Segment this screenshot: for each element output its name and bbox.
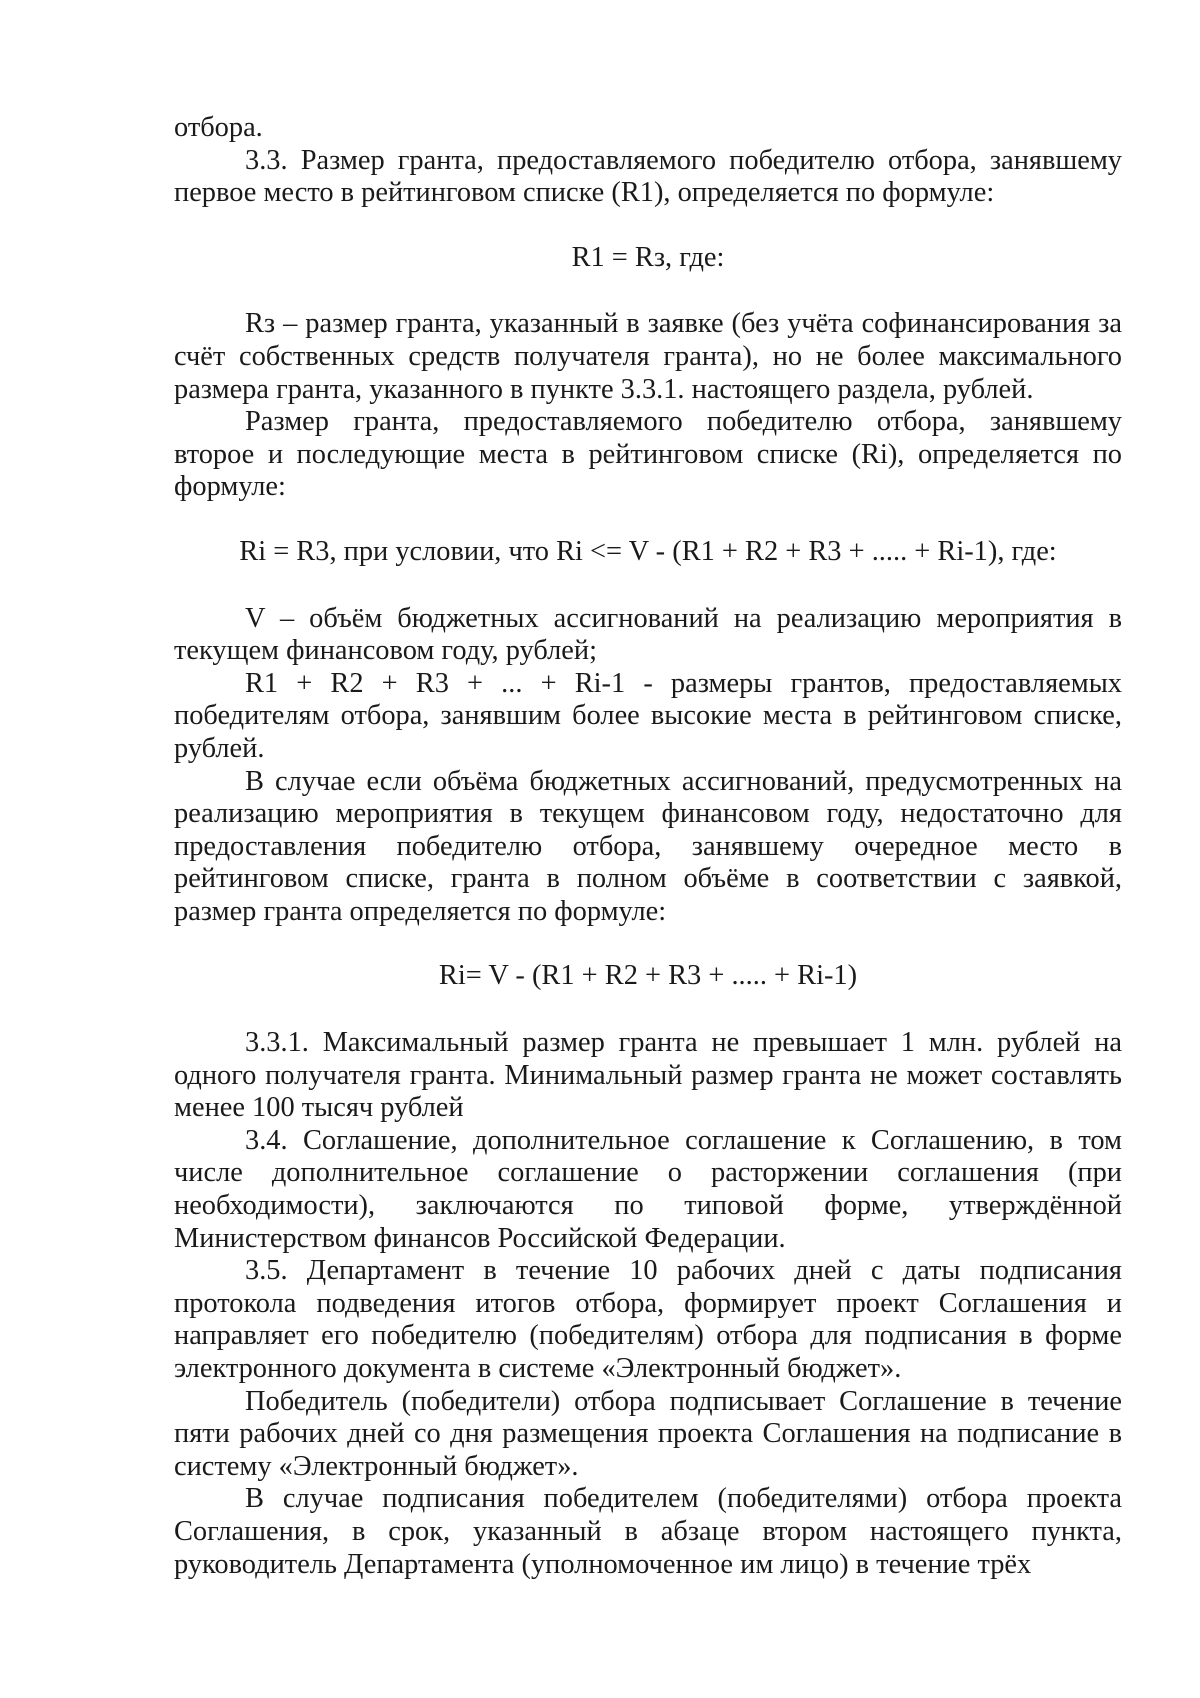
formula-ri-condition: Ri = R3, при условии, что Ri <= V - (R1 + R2 + R3 + ..... + Ri-1), где: (239, 535, 1057, 567)
paragraph-winner-signs: Победитель (победители) отбора подписывает Соглашение в течение пяти рабочих дней со дня размещения проекта Соглашения на подписание в систему «Электронный бюджет». (174, 1385, 1122, 1482)
paragraph-ri-intro: Размер гранта, предоставляемого победителю отбора, занявшему второе и последующие места в рейтинговом списке (Ri), определяется по формуле: (174, 406, 1122, 503)
paragraph-insufficient-budget: В случае если объёма бюджетных ассигнований, предусмотренных на реализацию мероприятия в текущем финансовом году, недостаточно для предоставления победителю отбора, занявшему очередное место в рейтинговом списке, гранта в полном объёме в соответствии с заявкой, размер гранта определяется по формуле: (174, 765, 1122, 927)
spacer (174, 274, 1122, 308)
formula-r1: R1 = Rз, где: (571, 241, 725, 273)
paragraph-sum-definition: R1 + R2 + R3 + ... + Ri-1 - размеры грантов, предоставляемых победителям отбора, занявшим более высокие места в рейтинговом списке, рублей. (174, 667, 1122, 764)
spacer (174, 993, 1122, 1027)
paragraph-signing-case: В случае подписания победителем (победителями) отбора проекта Соглашения, в срок, указанный в абзаце втором настоящего пункта, руководитель Департамента (уполномоченное им лицо) в течение трёх (174, 1483, 1122, 1580)
paragraph-3-3: 3.3. Размер гранта, предоставляемого победителю отбора, занявшему первое место в рейтинговом списке (R1), определяется по формуле: (174, 144, 1122, 209)
paragraph-rz-definition: Rз – размер гранта, указанный в заявке (без учёта софинансирования за счёт собственных средств получателя гранта), но не более максимального размера гранта, указанного в пункте 3.3.1. настоящего раздела, рублей. (174, 308, 1122, 405)
spacer (174, 504, 1122, 536)
spacer (174, 210, 1122, 242)
paragraph-continuation: отбора. (174, 112, 263, 143)
formula-ri-remainder: Ri= V - (R1 + R2 + R3 + ..... + Ri-1) (438, 960, 858, 992)
paragraph-3-5: 3.5. Департамент в течение 10 рабочих дней с даты подписания протокола подведения итогов отбора, формирует проект Соглашения и направляет его победителю (победителям) отбора для подписания в форме электронного документа в системе «Электронный бюджет». (174, 1255, 1122, 1384)
paragraph-v-definition: V – объём бюджетных ассигнований на реализацию мероприятия в текущем финансовом году, рублей; (174, 602, 1122, 667)
paragraph-3-3-1: 3.3.1. Максимальный размер гранта не превышает 1 млн. рублей на одного получателя гранта. Минимальный размер гранта не может составлять менее 100 тысяч рублей (174, 1027, 1122, 1124)
spacer (174, 928, 1122, 960)
paragraph-3-4: 3.4. Соглашение, дополнительное соглашение к Соглашению, в том числе дополнительное соглашение о расторжении соглашения (при необходимости), заключаются по типовой форме, утверждённой Министерством финансов Российской Федерации. (174, 1124, 1122, 1254)
spacer (174, 569, 1122, 603)
document-body (174, 112, 1122, 1581)
